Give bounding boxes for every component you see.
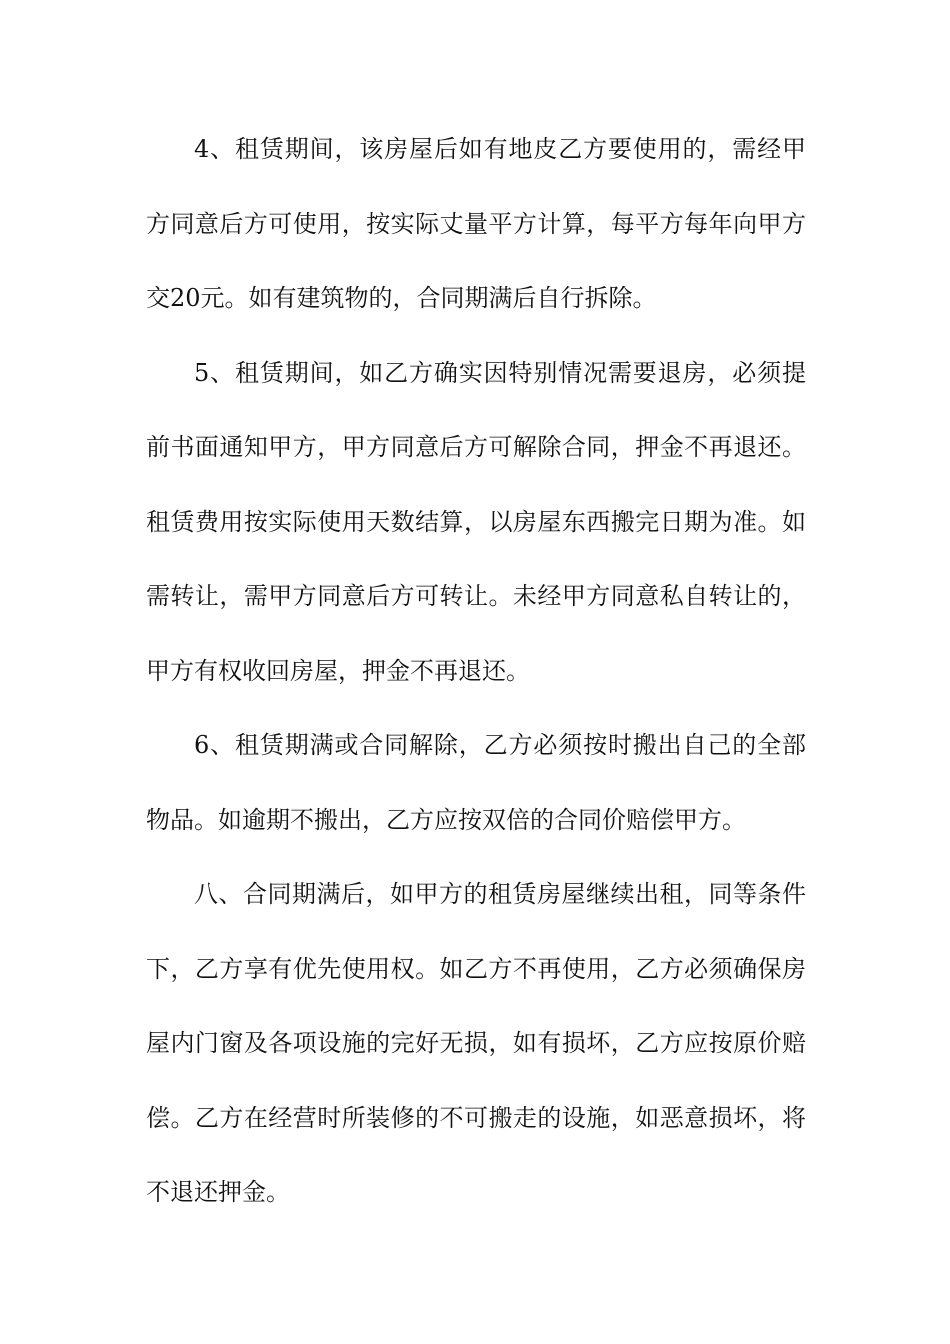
- paragraph-clause-6: 6、租赁期满或合同解除，乙方必须按时搬出自己的全部物品。如逾期不搬出，乙方应按双倍的合同价赔偿甲方。: [146, 731, 806, 834]
- paragraph-clause-8: 八、合同期满后，如甲方的租赁房屋继续出租，同等条件下，乙方享有优先使用权。如乙方不再使用，乙方必须确保房屋内门窗及各项设施的完好无损，如有损坏，乙方应按原价赔偿。乙方在经营时所装修的不可搬走的设施，如恶意损坏，将不退还押金。: [146, 880, 806, 1206]
- paragraph-clause-5: 5、租赁期间，如乙方确实因特别情况需要退房，必须提前书面通知甲方，甲方同意后方可解除合同，押金不再退还。租赁费用按实际使用天数结算，以房屋东西搬完日期为准。如需转让，需甲方同意后方可转让。未经甲方同意私自转让的，甲方有权收回房屋，押金不再退还。: [146, 358, 806, 685]
- document-body: [146, 112, 806, 1230]
- paragraph-clause-4: 4、租赁期间，该房屋后如有地皮乙方要使用的，需经甲方同意后方可使用，按实际丈量平方计算，每平方每年向甲方交20元。如有建筑物的，合同期满后自行拆除。: [146, 135, 806, 312]
